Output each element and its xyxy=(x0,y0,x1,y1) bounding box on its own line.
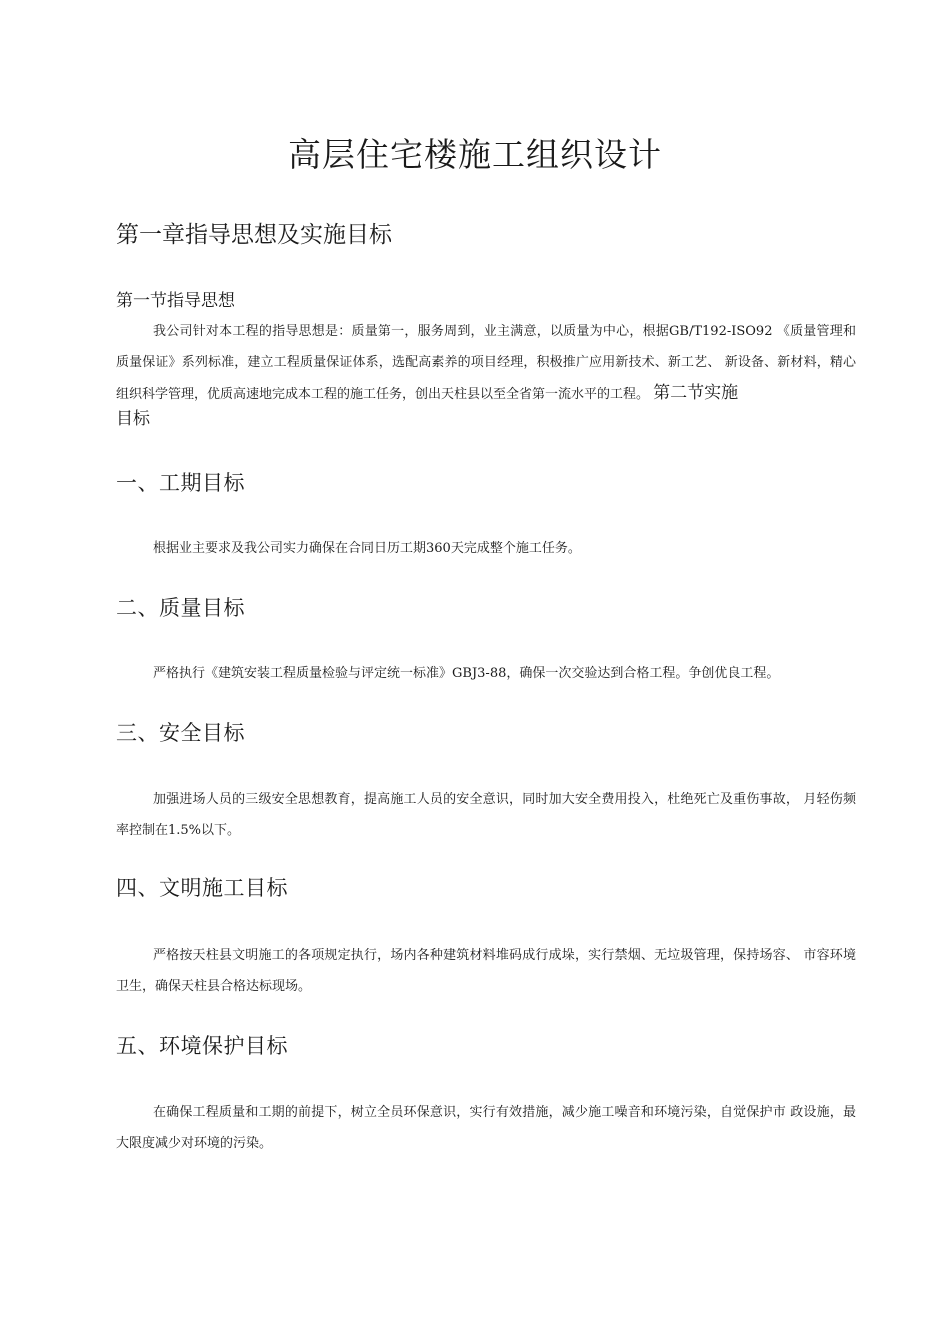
goal-heading-safety: 三、安全目标 xyxy=(116,721,245,745)
goal-paragraph-civilized: 严格按天柱县文明施工的各项规定执行，场内各种建筑材料堆码成行成垛，实行禁烟、无垃圾管理，保持场容、 市容环境卫生，确保天柱县合格达标现场。 xyxy=(116,948,856,994)
goal-paragraph-environment: 在确保工程质量和工期的前提下，树立全员环保意识，实行有效措施，减少施工噪音和环境污染，自觉保护市 政设施，最大限度减少对环境的污染。 xyxy=(116,1105,856,1151)
goal-paragraph-safety: 加强进场人员的三级安全思想教育，提高施工人员的安全意识，同时加大安全费用投入，杜绝死亡及重伤事故， 月轻伤频率控制在1.5%以下。 xyxy=(116,792,856,838)
section-heading: 第一节指导思想 xyxy=(116,291,235,311)
goal-heading-civilized: 四、文明施工目标 xyxy=(116,876,288,900)
goal-paragraph-quality: 严格执行《建筑安装工程质量检验与评定统一标准》GBJ3-88，确保一次交验达到合格工程。争创优良工程。 xyxy=(153,666,780,681)
goal-paragraph-schedule: 根据业主要求及我公司实力确保在合同日历工期360天完成整个施工任务。 xyxy=(153,541,581,556)
chapter-heading: 第一章指导思想及实施目标 xyxy=(116,222,392,248)
section-paragraph xyxy=(116,316,856,410)
section-paragraph-text: 我公司针对本工程的指导思想是：质量第一，服务周到，业主满意，以质量为中心，根据GB/T192-ISO92 《质量管理和质量保证》系列标准，建立工程质量保证体系，选配高素养的项目经理，积极推广应用新技术、新工艺、 新设备、新材料，精心组织科学管理，优质高速地完成本工程的施工任务，创出天柱县以至全省第一流水平的工程。 xyxy=(116,324,856,402)
goal-heading-quality: 二、质量目标 xyxy=(116,596,245,620)
section-2-heading: 第二节实施 xyxy=(653,383,739,403)
goal-heading-environment: 五、环境保护目标 xyxy=(116,1034,288,1058)
document-title: 高层住宅楼施工组织设计 xyxy=(288,135,662,174)
goal-heading-schedule: 一、工期目标 xyxy=(116,471,245,495)
section-2-heading-tail: 目标 xyxy=(116,409,150,429)
